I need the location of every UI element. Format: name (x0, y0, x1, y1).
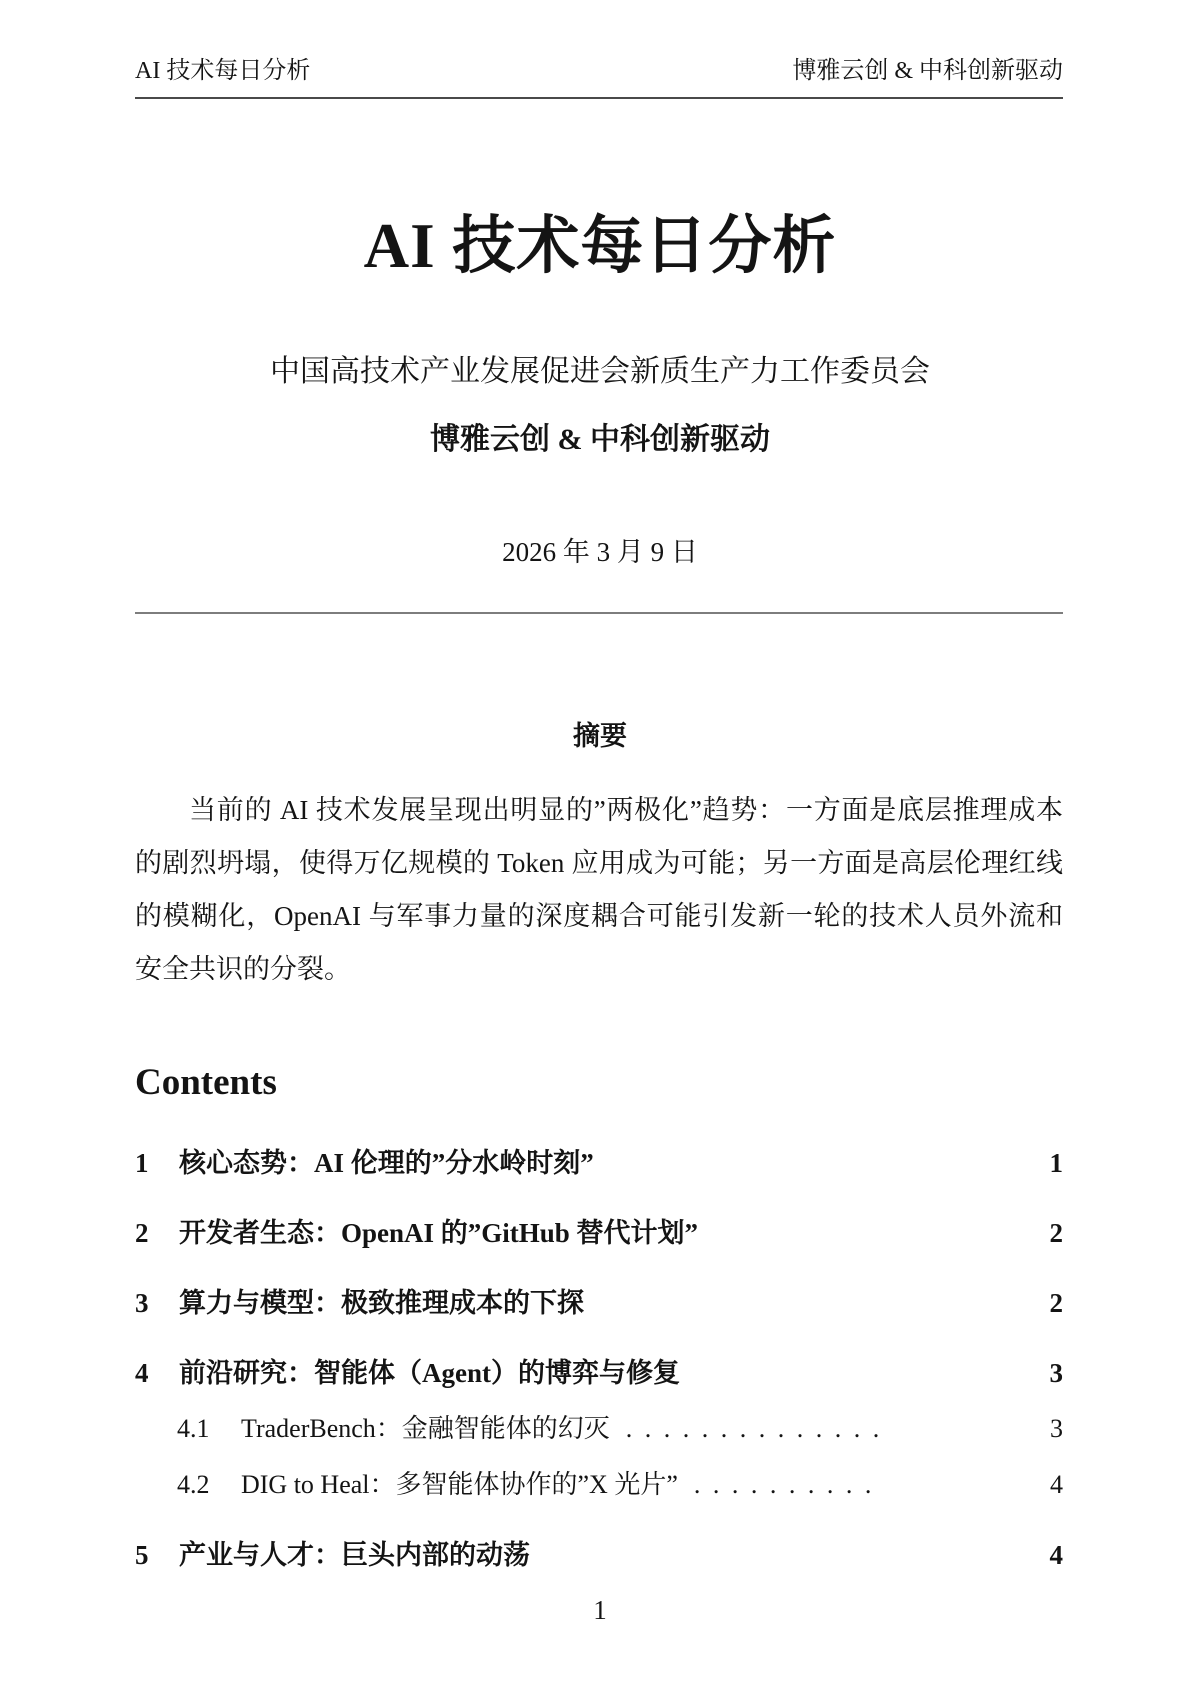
toc-entry-number: 2 (135, 1218, 149, 1248)
toc-entry (135, 1145, 1063, 1181)
toc-entry (135, 1537, 1063, 1573)
toc-entry-number: 4.1 (177, 1414, 210, 1443)
toc-entry-title: 产业与人才：巨头内部的动荡 (179, 1540, 530, 1570)
organization-line: 中国高技术产业发展促进会新质生产力工作委员会 (270, 355, 930, 388)
page-number: 1 (593, 1595, 607, 1625)
toc-entry-title: 开发者生态：OpenAI 的”GitHub 替代计划” (179, 1218, 699, 1248)
abstract-heading: 摘要 (573, 721, 627, 751)
toc-entry-title: TraderBench：金融智能体的幻灭 (241, 1414, 610, 1443)
toc-entry-number: 4.2 (177, 1470, 210, 1499)
toc-entry-title: 核心态势：AI 伦理的”分水岭时刻” (179, 1148, 594, 1178)
toc-entry-page-number: 3 (1049, 1358, 1063, 1388)
toc-entry-leader-dots: . . . . . . . . . . . . . . (625, 1414, 883, 1443)
toc-entry (135, 1411, 1063, 1447)
toc-entry-page-number: 2 (1049, 1218, 1063, 1248)
toc-entry-title: 算力与模型：极致推理成本的下探 (179, 1288, 584, 1318)
toc-entry-page-number: 4 (1049, 1540, 1063, 1570)
toc-entry-number: 3 (135, 1288, 149, 1318)
toc-entry-page-number: 4 (1050, 1470, 1063, 1499)
toc-entry (135, 1467, 1063, 1503)
contents-heading: Contents (135, 1062, 277, 1103)
toc-entry-leader-dots: . . . . . . . . . . (693, 1470, 875, 1499)
toc-entry (135, 1355, 1063, 1391)
running-header (135, 56, 1063, 99)
toc-entry (135, 1215, 1063, 1251)
running-header-right: 博雅云创 & 中科创新驱动 (792, 58, 1063, 84)
date-line: 2026 年 3 月 9 日 (502, 537, 698, 567)
toc-entry-title: DIG to Heal：多智能体协作的”X 光片” (241, 1470, 678, 1499)
document-title: AI 技术每日分析 (363, 211, 837, 281)
toc-list (135, 1145, 1063, 1573)
toc-entry-number: 4 (135, 1358, 149, 1388)
toc-entry (135, 1285, 1063, 1321)
toc-entry-page-number: 2 (1049, 1288, 1063, 1318)
toc-entry-title: 前沿研究：智能体（Agent）的博弈与修复 (179, 1358, 680, 1388)
toc-entry-number: 1 (135, 1148, 149, 1178)
toc-entry-page-number: 1 (1049, 1148, 1063, 1178)
abstract-paragraph: 当前的 AI 技术发展呈现出明显的”两极化”趋势：一方面是底层推理成本的剧烈坍塌，使得万亿规模的 Token 应用成为可能；另一方面是高层伦理红线的模糊化，OpenAI 与军事力量的深度耦合可能引发新一轮的技术人员外流和安全共识的分裂。 (135, 795, 1063, 984)
authors-line: 博雅云创 & 中科创新驱动 (430, 423, 770, 456)
toc-entry-page-number: 3 (1050, 1414, 1063, 1443)
toc-entry-number: 5 (135, 1540, 149, 1570)
running-header-left: AI 技术每日分析 (135, 58, 311, 84)
title-separator-rule (135, 612, 1063, 614)
